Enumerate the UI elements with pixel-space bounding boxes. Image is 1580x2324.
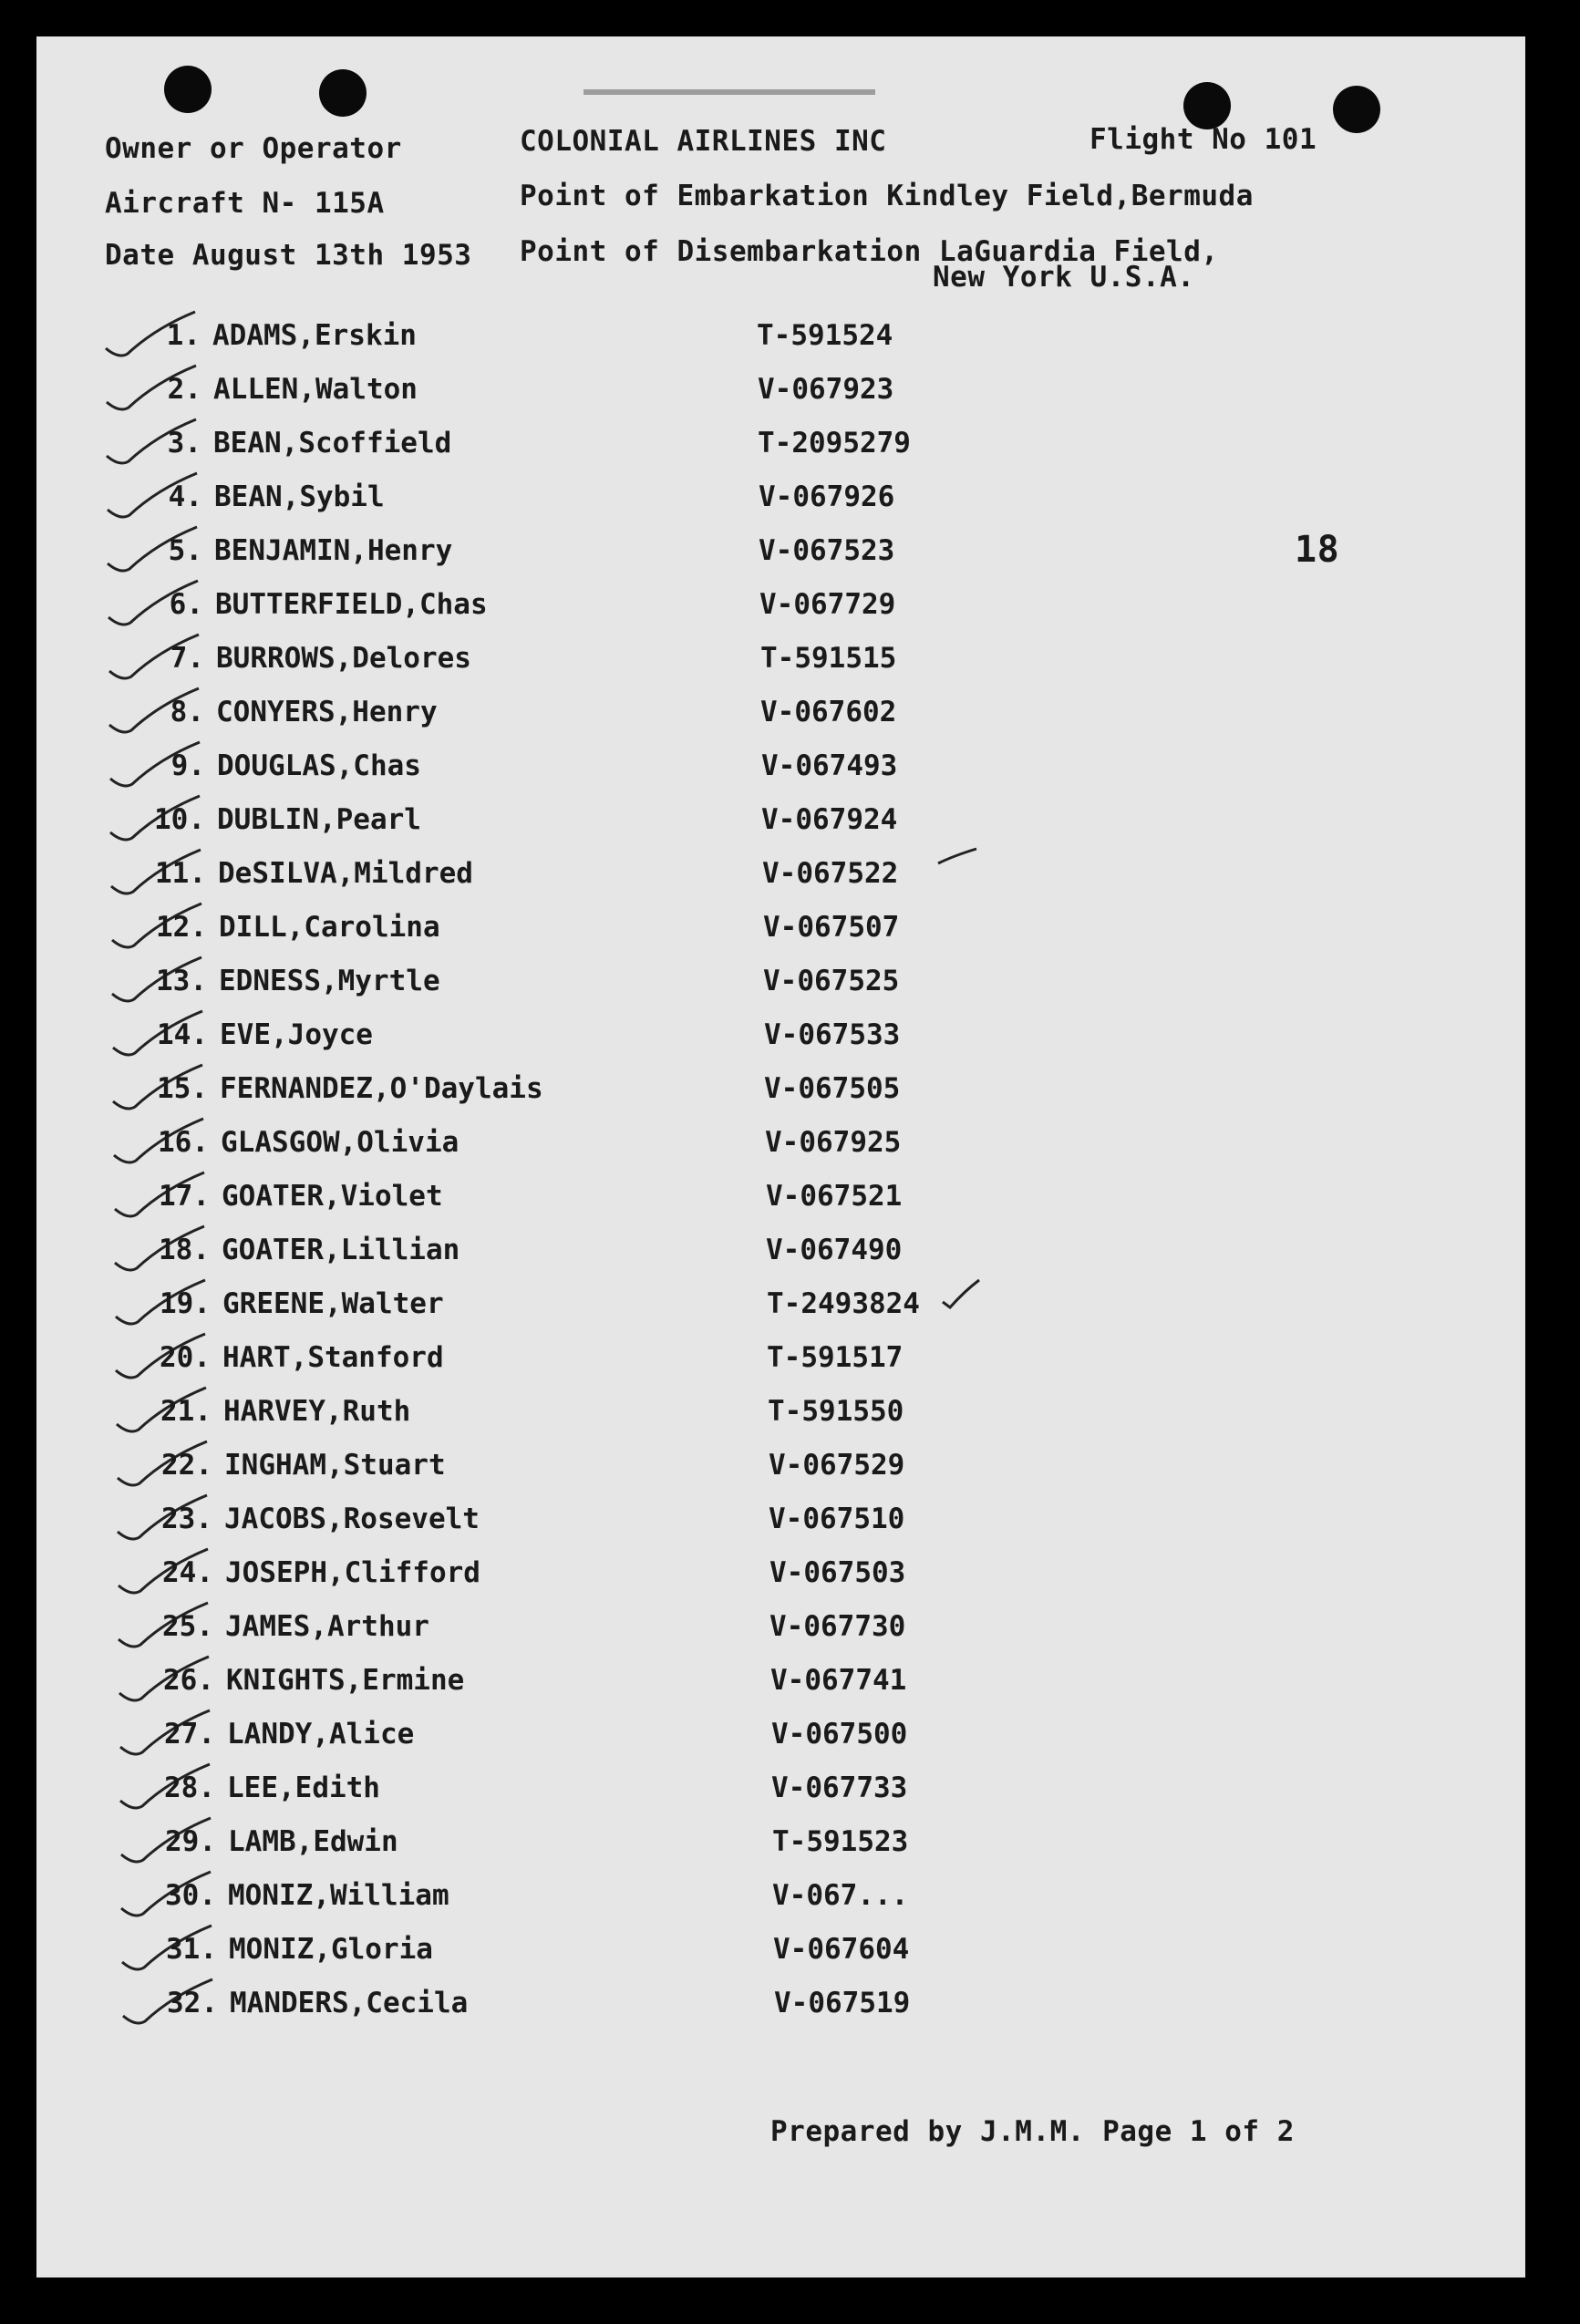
- passenger-number: 31.: [166, 1933, 217, 1966]
- passenger-row: [36, 1664, 1525, 1709]
- passenger-document-number: V-067503: [769, 1556, 906, 1589]
- passenger-row: [36, 1234, 1525, 1279]
- passenger-name: JAMES,Arthur: [225, 1610, 429, 1643]
- passenger-row: [36, 1341, 1525, 1387]
- passenger-document-number: V-067729: [759, 588, 896, 621]
- passenger-number: 24.: [162, 1556, 213, 1589]
- passenger-number: 27.: [164, 1718, 215, 1751]
- passenger-document-number: V-067523: [759, 534, 895, 567]
- passenger-number: 9.: [170, 749, 205, 782]
- passenger-number: 18.: [159, 1234, 210, 1266]
- passenger-document-number: T-591515: [760, 642, 897, 675]
- passenger-number: 29.: [165, 1825, 216, 1858]
- passenger-name: DOUGLAS,Chas: [217, 749, 421, 782]
- smudge-mark: [583, 89, 875, 95]
- flight-number: Flight No 101: [1089, 123, 1317, 156]
- passenger-number: 13.: [156, 965, 207, 997]
- passenger-number: 1.: [166, 319, 201, 352]
- passenger-name: BUTTERFIELD,Chas: [215, 588, 488, 621]
- passenger-name: JACOBS,Rosevelt: [224, 1503, 480, 1535]
- passenger-name: LANDY,Alice: [227, 1718, 415, 1751]
- passenger-document-number: V-067500: [771, 1718, 908, 1751]
- passenger-number: 2.: [167, 373, 201, 406]
- passenger-document-number: T-591523: [772, 1825, 909, 1858]
- passenger-row: [36, 1395, 1525, 1441]
- passenger-name: FERNANDEZ,O'Daylais: [220, 1072, 543, 1105]
- passenger-number: 12.: [156, 911, 207, 944]
- passenger-name: HART,Stanford: [222, 1341, 444, 1374]
- passenger-document-number: V-067521: [766, 1180, 903, 1213]
- passenger-row: [36, 534, 1525, 580]
- passenger-row: [36, 1287, 1525, 1333]
- passenger-row: [36, 373, 1525, 418]
- passenger-name: DILL,Carolina: [219, 911, 440, 944]
- passenger-document-number: V-067490: [766, 1234, 903, 1266]
- passenger-row: [36, 480, 1525, 526]
- passenger-document-number: V-067522: [762, 857, 899, 890]
- embarkation-point: Point of Embarkation Kindley Field,Bermuda: [520, 180, 1254, 212]
- passenger-row: [36, 965, 1525, 1010]
- passenger-document-number: V-067924: [761, 803, 898, 836]
- passenger-row: [36, 803, 1525, 849]
- passenger-number: 25.: [162, 1610, 213, 1643]
- passenger-row: [36, 1718, 1525, 1763]
- passenger-number: 10.: [154, 803, 205, 836]
- passenger-number: 6.: [169, 588, 203, 621]
- passenger-number: 5.: [168, 534, 202, 567]
- passenger-row: [36, 588, 1525, 634]
- passenger-number: 16.: [158, 1126, 209, 1159]
- passenger-row: [36, 1449, 1525, 1494]
- passenger-row: [36, 911, 1525, 956]
- passenger-document-number: V-067493: [761, 749, 898, 782]
- passenger-name: MONIZ,Gloria: [229, 1933, 433, 1966]
- passenger-row: [36, 1018, 1525, 1064]
- passenger-number: 28.: [164, 1771, 215, 1804]
- passenger-document-number: V-067604: [773, 1933, 910, 1966]
- passenger-row: [36, 749, 1525, 795]
- passenger-name: BENJAMIN,Henry: [214, 534, 453, 567]
- passenger-document-number: V-067510: [769, 1503, 905, 1535]
- passenger-number: 14.: [157, 1018, 208, 1051]
- passenger-number: 17.: [159, 1180, 210, 1213]
- passenger-name: GLASGOW,Olivia: [221, 1126, 460, 1159]
- passenger-number: 23.: [161, 1503, 212, 1535]
- passenger-name: MONIZ,William: [228, 1879, 449, 1912]
- passenger-row: [36, 857, 1525, 903]
- passenger-name: GOATER,Violet: [222, 1180, 443, 1213]
- passenger-document-number: V-067533: [764, 1018, 901, 1051]
- passenger-number: 4.: [168, 480, 202, 513]
- passenger-name: JOSEPH,Clifford: [225, 1556, 480, 1589]
- passenger-number: 15.: [157, 1072, 208, 1105]
- owner-label: Owner or Operator: [105, 132, 402, 165]
- passenger-number: 11.: [155, 857, 206, 890]
- passenger-row: [36, 1180, 1525, 1225]
- passenger-document-number: V-067519: [774, 1987, 911, 2019]
- passenger-number: 32.: [167, 1987, 218, 2019]
- passenger-name: EDNESS,Myrtle: [219, 965, 440, 997]
- passenger-number: 30.: [165, 1879, 216, 1912]
- disembarkation-country: New York U.S.A.: [933, 261, 1195, 294]
- passenger-row: [36, 1771, 1525, 1817]
- passenger-name: BURROWS,Delores: [216, 642, 471, 675]
- passenger-number: 3.: [167, 427, 201, 460]
- passenger-name: CONYERS,Henry: [216, 696, 438, 728]
- punch-hole: [164, 66, 212, 113]
- page-number: 18: [1295, 529, 1340, 571]
- passenger-number: 8.: [170, 696, 204, 728]
- passenger-row: [36, 319, 1525, 365]
- passenger-document-number: V-067925: [765, 1126, 902, 1159]
- passenger-document-number: V-067525: [763, 965, 900, 997]
- passenger-name: LAMB,Edwin: [228, 1825, 398, 1858]
- passenger-name: BEAN,Sybil: [214, 480, 385, 513]
- passenger-name: DeSILVA,Mildred: [218, 857, 473, 890]
- passenger-row: [36, 1610, 1525, 1656]
- passenger-row: [36, 1933, 1525, 1978]
- passenger-row: [36, 1879, 1525, 1925]
- passenger-name: GOATER,Lillian: [222, 1234, 460, 1266]
- passenger-document-number: V-067507: [763, 911, 900, 944]
- passenger-number: 20.: [160, 1341, 211, 1374]
- passenger-document-number: V-067733: [771, 1771, 908, 1804]
- passenger-row: [36, 642, 1525, 687]
- passenger-row: [36, 696, 1525, 741]
- passenger-document-number: V-067529: [769, 1449, 905, 1482]
- prepared-by-footer: Prepared by J.M.M. Page 1 of 2: [770, 2115, 1295, 2148]
- punch-hole: [319, 69, 367, 117]
- passenger-number: 22.: [161, 1449, 212, 1482]
- passenger-document-number: V-067730: [769, 1610, 906, 1643]
- disembarkation-point: Point of Disembarkation LaGuardia Field,: [520, 235, 1219, 268]
- passenger-name: EVE,Joyce: [220, 1018, 373, 1051]
- passenger-name: BEAN,Scoffield: [213, 427, 452, 460]
- passenger-document-number: T-591524: [757, 319, 893, 352]
- punch-hole: [1333, 86, 1380, 133]
- passenger-row: [36, 1987, 1525, 2032]
- passenger-document-number: V-067...: [772, 1879, 909, 1912]
- passenger-name: ADAMS,Erskin: [212, 319, 417, 352]
- passenger-document-number: T-591517: [767, 1341, 904, 1374]
- passenger-number: 19.: [160, 1287, 211, 1320]
- passenger-row: [36, 1556, 1525, 1602]
- passenger-document-number: T-591550: [768, 1395, 904, 1428]
- passenger-name: HARVEY,Ruth: [223, 1395, 411, 1428]
- passenger-document-number: T-2493824: [767, 1287, 920, 1320]
- date-label: Date August 13th 1953: [105, 239, 472, 272]
- passenger-document-number: T-2095279: [758, 427, 911, 460]
- airline-name: COLONIAL AIRLINES INC: [520, 125, 887, 158]
- check-mark-icon: [935, 843, 980, 871]
- passenger-document-number: V-067923: [758, 373, 894, 406]
- passenger-name: LEE,Edith: [227, 1771, 380, 1804]
- passenger-name: ALLEN,Walton: [213, 373, 418, 406]
- passenger-document-number: V-067741: [770, 1664, 907, 1697]
- passenger-row: [36, 1126, 1525, 1172]
- passenger-name: MANDERS,Cecila: [230, 1987, 469, 2019]
- passenger-name: INGHAM,Stuart: [224, 1449, 446, 1482]
- passenger-name: GREENE,Walter: [222, 1287, 444, 1320]
- passenger-name: DUBLIN,Pearl: [217, 803, 421, 836]
- passenger-document-number: V-067505: [764, 1072, 901, 1105]
- passenger-document-number: V-067602: [760, 696, 897, 728]
- passenger-row: [36, 1503, 1525, 1548]
- passenger-number: 7.: [170, 642, 204, 675]
- manifest-page: [36, 36, 1525, 2278]
- passenger-row: [36, 427, 1525, 472]
- aircraft-label: Aircraft N- 115A: [105, 187, 385, 220]
- passenger-number: 21.: [160, 1395, 212, 1428]
- check-mark-icon: [939, 1276, 985, 1313]
- passenger-row: [36, 1072, 1525, 1118]
- passenger-document-number: V-067926: [759, 480, 895, 513]
- passenger-number: 26.: [163, 1664, 214, 1697]
- passenger-name: KNIGHTS,Ermine: [226, 1664, 465, 1697]
- passenger-row: [36, 1825, 1525, 1871]
